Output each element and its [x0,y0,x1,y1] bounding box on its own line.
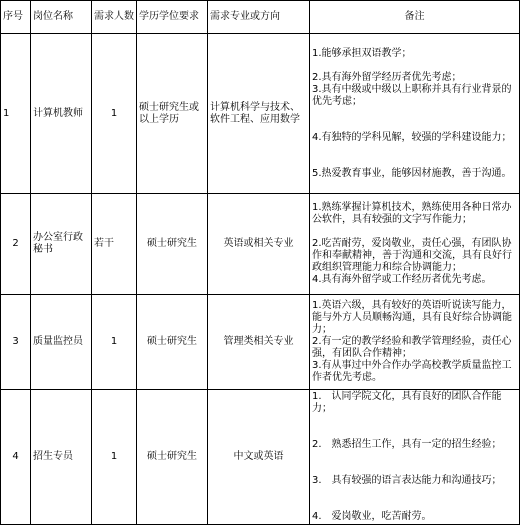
cell-remark [310,34,520,194]
cell-seq: 2 [1,194,31,295]
remark-line: 4. 爱岗敬业，吃苦耐劳。 [312,511,432,522]
cell-degree: 硕士研究生 [137,390,208,525]
remark-line: 4.有独特的学科见解，较强的学科建设能力； [312,131,512,143]
remark-line: 2.具有海外留学经历者优先考虑； [312,71,462,83]
table-row [1,34,520,194]
header-position: 岗位名称 [31,1,92,34]
remark-line: 1.熟练掌握计算机技术，熟练使用各种日常办公软件，具有较强的文字写作能力； [312,202,512,225]
cell-remark [310,295,520,390]
cell-position: 质量监控员 [31,295,92,390]
remark-line: 3. 具有较强的语言表达能力和沟通技巧； [312,475,502,486]
remark-line: 3.具有中级或中级以上职称并具有行业背景的优先考虑； [312,83,512,107]
cell-count: 若干 [92,194,137,295]
remark-line: 2.吃苦耐劳，爱岗敬业，责任心强，有团队协作和奉献精神，善于沟通和交流，具有良好行政组织管理能力和综合协调能力； [312,238,512,273]
cell-major: 中文或英语 [208,390,310,525]
cell-major: 计算机科学与技术、软件工程、应用数学 [208,34,310,194]
cell-degree: 硕士研究生 [137,194,208,295]
remark-line: 2.有一定的教学经验和教学管理经验，责任心强，有团队合作精神； [312,336,512,359]
cell-degree: 硕士研究生或以上学历 [137,34,208,194]
cell-degree: 硕士研究生 [137,295,208,390]
cell-count: 1 [92,34,137,194]
cell-major: 管理类相关专业 [208,295,310,390]
remark-line: 1.英语六级，具有较好的英语听说读写能力，能与外方人员顺畅沟通，具有良好综合协调能力； [312,300,512,335]
cell-remark [310,390,520,525]
header-major: 需求专业或方向 [208,1,310,34]
table-row [1,295,520,390]
header-degree: 学历学位要求 [137,1,208,34]
remark-line: 4.具有海外留学或工作经历者优先考虑。 [312,274,492,285]
cell-remark [310,194,520,295]
remark-line: 1.能够承担双语教学； [312,47,412,59]
cell-count: 1 [92,390,137,525]
table-row [1,194,520,295]
cell-seq: 1 [1,34,31,194]
header-remark: 备注 [310,1,520,34]
cell-position: 办公室行政秘书 [31,194,92,295]
cell-seq: 3 [1,295,31,390]
table-row [1,390,520,525]
remark-line: 1. 认同学院文化，具有良好的团队合作能力； [312,391,502,414]
header-seq: 序号 [1,1,31,34]
cell-major: 英语或相关专业 [208,194,310,295]
header-row [1,1,520,34]
cell-position: 招生专员 [31,390,92,525]
cell-position: 计算机教师 [31,34,92,194]
remark-line: 5.热爱教育事业，能够因材施教，善于沟通。 [312,167,512,179]
remark-line: 3.有从事过中外合作办学高校教学质量监控工作者优先考虑。 [312,360,512,383]
cell-count: 1 [92,295,137,390]
remark-line: 2. 熟悉招生工作，具有一定的招生经验； [312,439,502,450]
cell-seq: 4 [1,390,31,525]
header-count: 需求人数 [92,1,137,34]
